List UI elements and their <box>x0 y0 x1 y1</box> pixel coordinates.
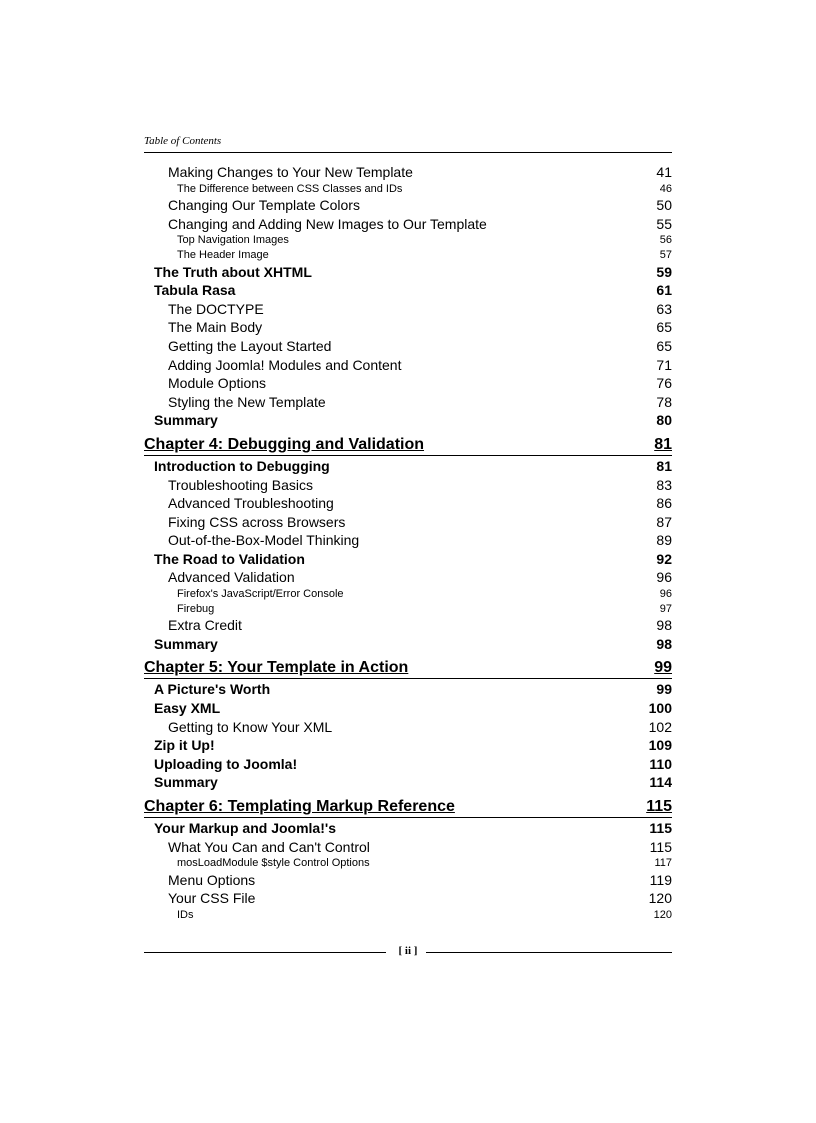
toc-entry-title: Changing Our Template Colors <box>168 197 360 214</box>
toc-subsubsection-entry <box>144 856 672 871</box>
toc-subsubsection-entry <box>144 587 672 602</box>
page-footer <box>144 944 672 962</box>
toc-subsection-entry <box>144 494 672 513</box>
toc-entry-title: Adding Joomla! Modules and Content <box>168 356 402 373</box>
toc-section-entry <box>144 263 672 282</box>
toc-entry-page: 46 <box>659 182 672 195</box>
toc-entry-title: Introduction to Debugging <box>154 457 330 474</box>
toc-subsection-entry <box>144 300 672 319</box>
toc-subsection-entry <box>144 356 672 375</box>
toc-subsection-entry <box>144 163 672 182</box>
toc-entry-page: 80 <box>656 412 672 429</box>
toc-entry-page: 76 <box>656 375 672 392</box>
footer-page-number: [ ii ] <box>398 945 418 957</box>
toc-entry-title: Summary <box>154 412 218 429</box>
toc-entry-title: Firebug <box>177 602 215 615</box>
toc-entry-title: Your Markup and Joomla!'s <box>154 820 336 836</box>
toc-subsection-entry <box>144 568 672 587</box>
toc-section-entry <box>144 755 672 774</box>
running-header <box>144 134 672 153</box>
toc-entry-page: 89 <box>656 532 672 549</box>
toc-entry-title: The Road to Validation <box>154 550 305 567</box>
toc-entry-page: 119 <box>649 871 672 888</box>
toc-entry-title: Your CSS File <box>168 890 256 907</box>
toc-entry-page: 55 <box>656 215 672 232</box>
toc-entry-page: 114 <box>649 774 672 791</box>
toc-entry-page: 63 <box>656 300 672 317</box>
toc-entry-title: Getting to Know Your XML <box>168 718 333 735</box>
toc-subsubsection-entry <box>144 248 672 263</box>
toc-entry-page: 110 <box>649 755 672 772</box>
toc-entry-page: 96 <box>659 588 672 601</box>
toc-subsection-entry <box>144 838 672 857</box>
toc-entry-page: 57 <box>659 248 672 261</box>
toc-entry-title: Chapter 5: Your Template in Action <box>144 659 409 677</box>
toc-entry-page: 120 <box>653 908 672 921</box>
toc-subsubsection-entry <box>144 602 672 617</box>
toc-section-entry <box>144 819 672 838</box>
toc-entry-page: 83 <box>656 476 672 493</box>
toc-entry-title: Easy XML <box>154 700 221 717</box>
toc-entry-page: 115 <box>649 838 672 855</box>
toc-entry-page: 86 <box>656 495 672 512</box>
toc-subsubsection-entry <box>144 182 672 197</box>
toc-entry-title: The Difference between CSS Classes and IDs <box>177 182 403 195</box>
toc-entry-title: Getting the Layout Started <box>168 337 332 354</box>
toc-entry-page: 99 <box>654 659 672 677</box>
toc-entry-page: 59 <box>656 263 672 280</box>
toc-entry-page: 100 <box>648 700 672 717</box>
toc-section-entry <box>144 635 672 654</box>
running-header-title: Table of Contents <box>144 135 222 147</box>
toc-entry-title: Advanced Troubleshooting <box>168 495 334 512</box>
toc-subsection-entry <box>144 374 672 393</box>
footer-rule-right <box>426 952 672 953</box>
toc-entry-page: 65 <box>656 337 672 354</box>
toc-entry-title: Extra Credit <box>168 617 242 634</box>
toc-entry-title: Firefox's JavaScript/Error Console <box>177 588 344 601</box>
toc-entry-page: 71 <box>656 356 672 373</box>
toc-entry-page: 98 <box>656 617 672 634</box>
toc-subsection-entry <box>144 871 672 890</box>
toc-entry-title: Chapter 4: Debugging and Validation <box>144 435 425 453</box>
toc-subsection-entry <box>144 215 672 234</box>
toc-section-entry <box>144 411 672 430</box>
toc-entry-title: Troubleshooting Basics <box>168 476 314 493</box>
toc-chapter-entry <box>144 658 672 679</box>
toc-section-entry <box>144 699 672 718</box>
toc-entry-title: The Main Body <box>168 319 263 336</box>
toc-subsubsection-entry <box>144 233 672 248</box>
toc-entry-title: Changing and Adding New Images to Our Template <box>168 215 487 232</box>
toc-subsection-entry <box>144 616 672 635</box>
toc-entry-title: Fixing CSS across Browsers <box>168 513 346 530</box>
toc-subsubsection-entry <box>144 908 672 923</box>
toc-subsection-entry <box>144 531 672 550</box>
toc-entry-title: IDs <box>177 908 194 921</box>
toc-entry-page: 99 <box>656 681 672 698</box>
toc-subsection-entry <box>144 196 672 215</box>
toc-section-entry <box>144 550 672 569</box>
toc-subsection-entry <box>144 318 672 337</box>
toc-section-entry <box>144 680 672 699</box>
toc-entry-title: The DOCTYPE <box>168 300 264 317</box>
toc-entry-page: 81 <box>656 457 672 474</box>
toc-entry-title: Making Changes to Your New Template <box>168 164 413 180</box>
toc-section-entry <box>144 281 672 300</box>
table-of-contents <box>144 163 672 923</box>
toc-entry-title: Advanced Validation <box>168 569 295 586</box>
toc-entry-page: 41 <box>656 164 672 180</box>
toc-subsection-entry <box>144 476 672 495</box>
toc-section-entry <box>144 457 672 476</box>
toc-entry-title: Styling the New Template <box>168 393 326 410</box>
toc-entry-page: 96 <box>656 569 672 586</box>
toc-entry-page: 78 <box>656 393 672 410</box>
toc-entry-page: 81 <box>654 435 672 453</box>
toc-entry-page: 92 <box>656 550 672 567</box>
toc-entry-title: Summary <box>154 774 218 791</box>
toc-entry-title: The Truth about XHTML <box>154 263 312 280</box>
toc-entry-title: A Picture's Worth <box>154 681 271 698</box>
toc-entry-page: 97 <box>659 602 672 615</box>
toc-entry-page: 117 <box>654 857 672 870</box>
toc-entry-title: Chapter 6: Templating Markup Reference <box>144 798 455 815</box>
toc-subsection-entry <box>144 889 672 908</box>
toc-entry-page: 98 <box>656 635 672 652</box>
toc-entry-page: 56 <box>659 234 672 247</box>
toc-chapter-entry <box>144 797 672 818</box>
toc-entry-page: 50 <box>656 197 672 214</box>
toc-entry-title: Zip it Up! <box>154 737 215 754</box>
toc-entry-title: mosLoadModule $style Control Options <box>177 857 370 870</box>
toc-entry-title: Top Navigation Images <box>177 234 289 247</box>
toc-entry-title: Uploading to Joomla! <box>154 755 298 772</box>
toc-entry-page: 102 <box>648 718 672 735</box>
toc-subsection-entry <box>144 718 672 737</box>
toc-entry-title: Summary <box>154 635 218 652</box>
toc-entry-page: 115 <box>646 798 672 815</box>
toc-entry-page: 120 <box>648 890 672 907</box>
toc-section-entry <box>144 773 672 792</box>
toc-subsection-entry <box>144 393 672 412</box>
toc-entry-title: Menu Options <box>168 871 256 888</box>
toc-subsection-entry <box>144 513 672 532</box>
toc-entry-page: 65 <box>656 319 672 336</box>
toc-entry-title: What You Can and Can't Control <box>168 838 370 855</box>
toc-entry-page: 109 <box>648 737 672 754</box>
toc-chapter-entry <box>144 435 672 456</box>
toc-entry-page: 61 <box>656 282 672 299</box>
toc-subsection-entry <box>144 337 672 356</box>
toc-entry-title: Module Options <box>168 375 267 392</box>
toc-entry-page: 115 <box>649 820 672 836</box>
toc-section-entry <box>144 736 672 755</box>
toc-entry-title: Tabula Rasa <box>154 282 236 299</box>
toc-entry-title: Out-of-the-Box-Model Thinking <box>168 532 360 549</box>
toc-entry-title: The Header Image <box>177 248 269 261</box>
toc-entry-page: 87 <box>656 513 672 530</box>
